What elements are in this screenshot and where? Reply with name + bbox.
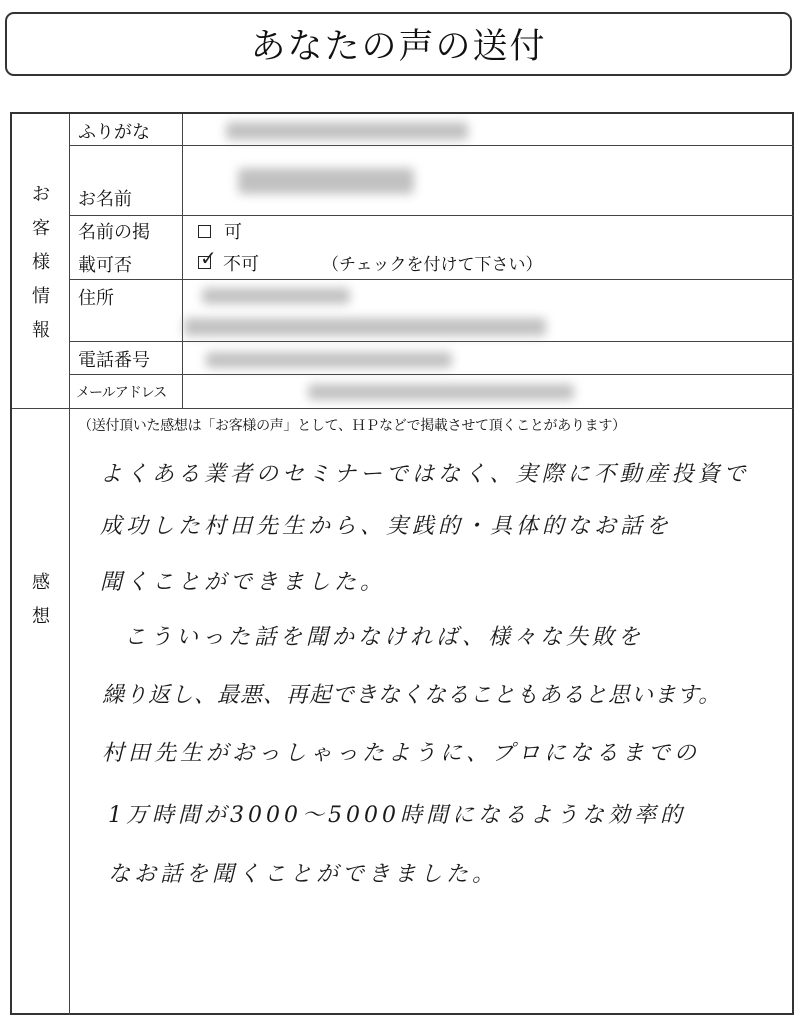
impression-text-line: 聞くことができました。 (100, 570, 387, 595)
section-line-impression (12, 408, 794, 409)
section-char: 客 (32, 218, 50, 239)
impression-text-line: 1万時間が3000〜5000時間になるような効率的 (108, 803, 686, 828)
address-line2-redacted (184, 318, 546, 336)
address-line1-redacted (202, 288, 350, 304)
impression-text-line: 成功した村田先生から、実践的・具体的なお話を (100, 514, 673, 539)
impression-text-line: こういった話を聞かなければ、様々な失敗を (124, 625, 645, 650)
publish-label-line2: 載可否 (78, 255, 132, 276)
form-title-box (5, 12, 792, 76)
address-label: 住所 (78, 288, 114, 309)
section-char: 情 (32, 286, 50, 307)
email-value-redacted (308, 384, 574, 400)
phone-value-redacted (206, 352, 452, 368)
name-label: お名前 (78, 189, 132, 210)
impression-text-line: よくある業者のセミナーではなく、実際に不動産投資で (100, 462, 750, 487)
customer-info-section-label (12, 178, 70, 348)
impression-note: （送付頂いた感想は「お客様の声」として、ＨＰなどで掲載させて頂くことがあります） (78, 418, 626, 434)
impression-text-line: 村田先生がおっしゃったように、プロになるまでの (102, 741, 701, 766)
row-line-furigana (69, 145, 794, 146)
furigana-label: ふりがな (78, 122, 150, 143)
name-value-redacted (238, 168, 414, 194)
impression-section-label (12, 566, 70, 634)
publish-label-line1: 名前の掲 (78, 222, 150, 243)
row-line-publish (69, 279, 794, 280)
row-line-phone (69, 374, 794, 375)
section-char: お (32, 184, 50, 205)
feedback-form (10, 112, 794, 1015)
section-char: 想 (32, 606, 50, 627)
deny-option-label: 不可 (223, 254, 259, 275)
allow-checkbox[interactable] (198, 225, 211, 238)
section-char: 感 (32, 572, 50, 593)
section-char: 報 (32, 320, 50, 341)
section-char: 様 (32, 252, 50, 273)
checkmark-icon: ✓ (200, 246, 217, 270)
impression-text-line: なお話を聞くことができました。 (108, 862, 499, 887)
row-line-name (69, 215, 794, 216)
phone-label: 電話番号 (78, 350, 150, 371)
allow-option-label: 可 (224, 222, 242, 243)
check-instruction: （チェックを付けて下さい） (322, 255, 543, 275)
form-title: あなたの声の送付 (250, 27, 547, 67)
label-divider-line (182, 114, 183, 408)
impression-text-line: 繰り返し、最悪、再起できなくなることもあると思います。 (102, 683, 722, 708)
furigana-value-redacted (226, 122, 468, 140)
row-line-address (69, 341, 794, 342)
email-label: メールアドレス (76, 385, 167, 401)
